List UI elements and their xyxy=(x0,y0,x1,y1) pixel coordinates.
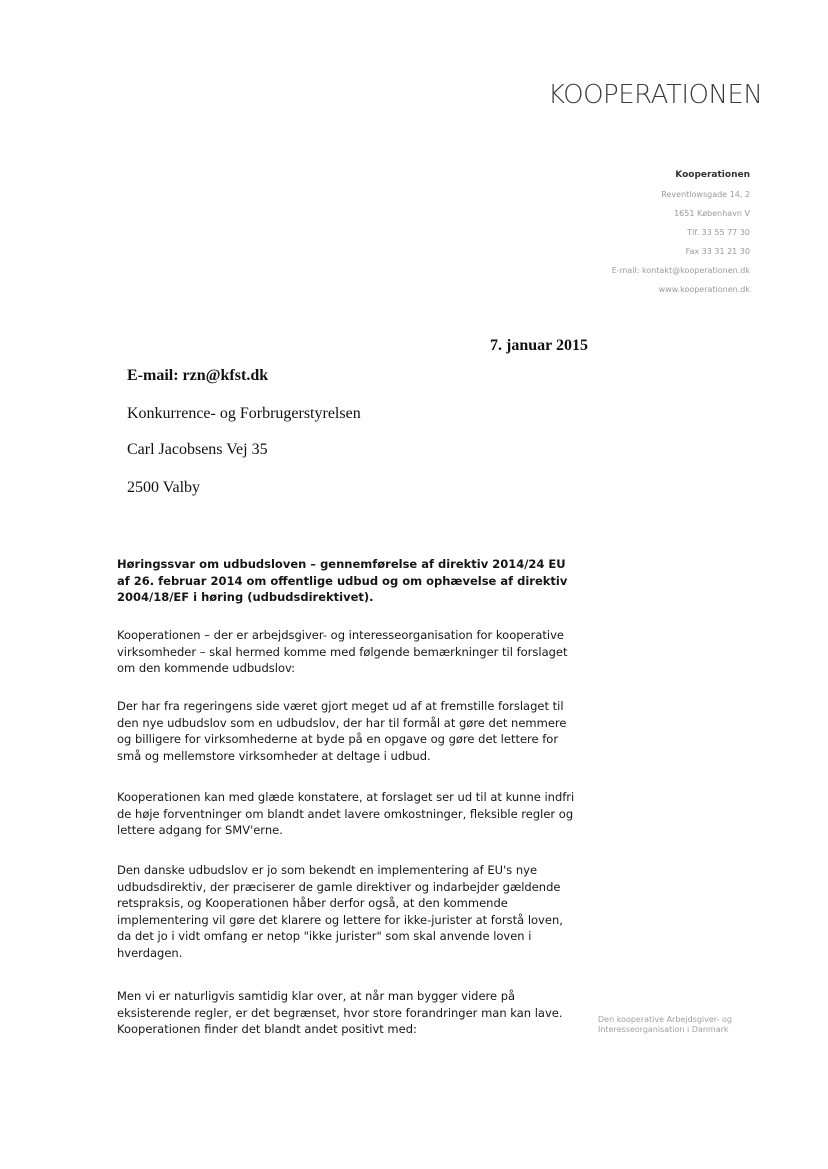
recipient-street: Carl Jacobsens Vej 35 xyxy=(127,441,268,458)
recipient-name: Konkurrence- og Forbrugerstyrelsen xyxy=(127,405,361,422)
sender-org: Kooperationen xyxy=(675,170,750,180)
recipient-city: 2500 Valby xyxy=(127,479,201,496)
paragraph-regering: Der har fra regeringens side været gjort meget ud af at fremstille forslaget til den nye udbudslov som en udbudslov, der har til formål at gøre det nemmere og billigere for virksomhederne at byde på en opgave og gøre det lettere for små og mellemstore virksomheder at deltage i udbud. xyxy=(117,699,567,763)
sender-address-block xyxy=(490,170,750,304)
sender-city: 1651 København V xyxy=(674,209,750,218)
paragraph-konstatere: Kooperationen kan med glæde konstatere, at forslaget ser ud til at kunne indfri de høje forventninger om blandt andet lavere omkostninger, fleksible regler og lettere adgang for SMV'erne. xyxy=(117,790,575,837)
sender-street: Reventlowsgade 14, 2 xyxy=(661,190,750,199)
sender-fax: Fax 33 31 21 30 xyxy=(685,247,750,256)
sender-email: E-mail: kontakt@kooperationen.dk xyxy=(611,266,750,275)
footer-tagline: Den kooperative Arbejdsgiver- og Interesseorganisation i Danmark xyxy=(598,1015,732,1034)
paragraph-udbudslov: Den danske udbudslov er jo som bekendt en implementering af EU's nye udbudsdirektiv, der præciserer de gamle direktiver og indarbejder gældende retspraksis, og Kooperationen håber derfor også, at den kommende implementering vil gøre det klarere og lettere for ikke-jurister at forstå loven, da det jo i vidt omfang er netop "ikke jurister" som skal anvende loven i hverdagen. xyxy=(117,863,563,960)
paragraph-positivt: Men vi er naturligvis samtidig klar over, at når man bygger videre på eksisterende regler, er det begrænset, hvor store forandringer man kan lave. Kooperationen finder det blandt andet positivt med: xyxy=(117,989,563,1036)
recipient-email: E-mail: rzn@kfst.dk xyxy=(127,367,269,384)
sender-website: www.kooperationen.dk xyxy=(658,285,750,294)
letter-subject: Høringssvar om udbudsloven – gennemførelse af direktiv 2014/24 EU af 26. februar 2014 om offentlige udbud og om ophævelse af direktiv 2004/18/EF i høring (udbudsdirektivet). xyxy=(117,557,568,604)
company-logo: KOOPERATIONEN xyxy=(548,80,763,110)
letter-date: 7. januar 2015 xyxy=(490,337,588,354)
sender-phone: Tlf. 33 55 77 30 xyxy=(687,228,750,237)
paragraph-intro: Kooperationen – der er arbejdsgiver- og interesseorganisation for kooperative virksomheder – skal hermed komme med følgende bemærkninger til forslaget om den kommende udbudslov: xyxy=(117,628,568,675)
